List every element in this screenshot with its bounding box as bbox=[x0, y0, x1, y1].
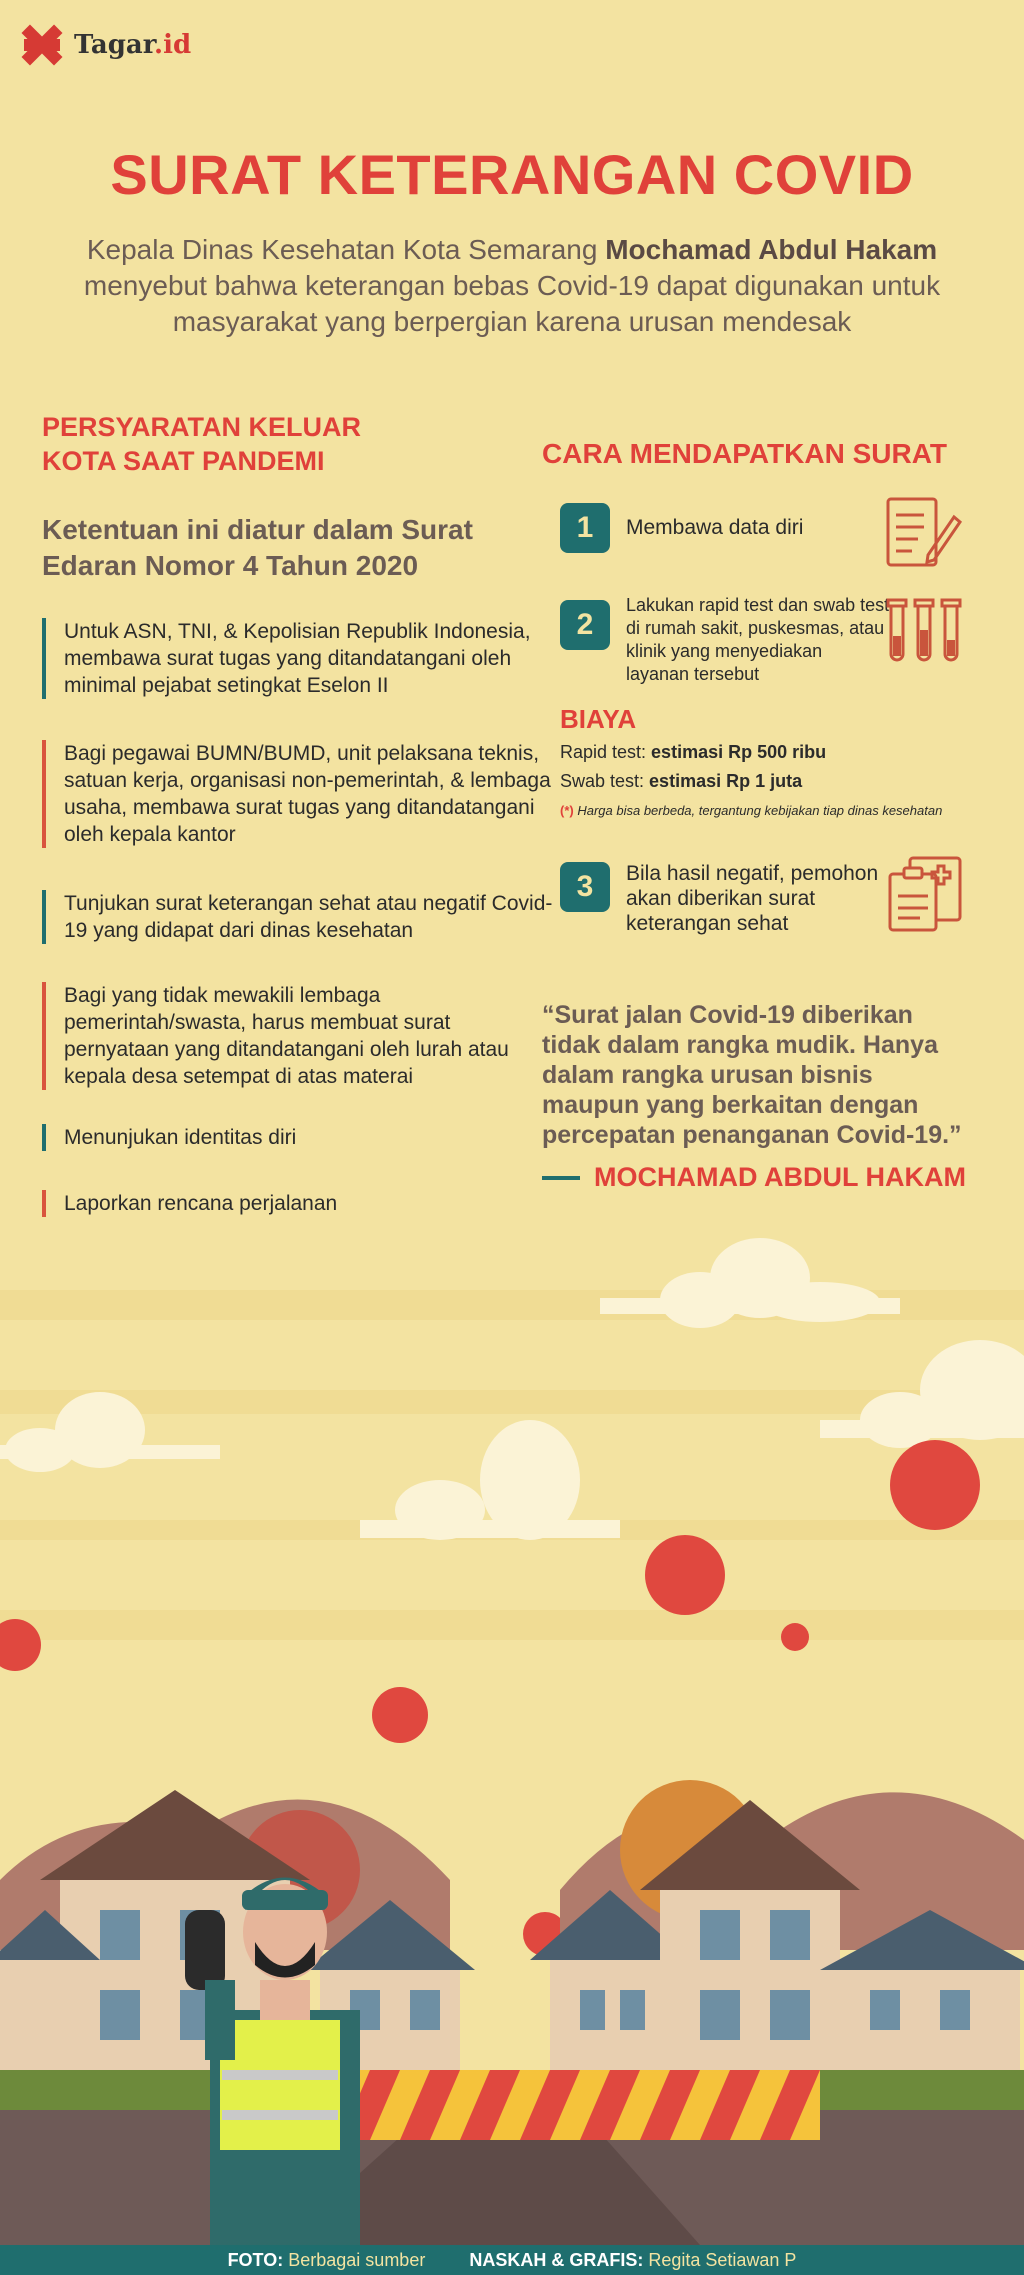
requirement-item: Bagi pegawai BUMN/BUMD, unit pelaksana teknis, satuan kerja, organisasi non-pemerintah, & lembaga usaha, membawa surat tugas yang ditandatangani oleh kepala kantor bbox=[42, 740, 554, 848]
quote-dash bbox=[542, 1176, 580, 1180]
step-number: 3 bbox=[560, 862, 610, 912]
requirement-item: Tunjukan surat keterangan sehat atau negatif Covid-19 yang didapat dari dinas kesehatan bbox=[42, 890, 554, 944]
cost-note: (*) Harga bisa berbeda, tergantung kebijakan tiap dinas kesehatan bbox=[560, 803, 943, 818]
road-barrier bbox=[340, 2070, 820, 2140]
intro-paragraph bbox=[60, 232, 964, 340]
quote-author bbox=[542, 1162, 966, 1193]
credit-text-graphics: NASKAH & GRAFIS: Regita Setiawan P bbox=[469, 2249, 797, 2270]
requirement-item: Bagi yang tidak mewakili lembaga pemerintah/swasta, harus membuat surat pernyataan yang ditandatangani oleh lurah atau kepala desa setempat di atas materai bbox=[42, 982, 554, 1090]
step-number: 2 bbox=[560, 600, 610, 650]
cost-swab: Swab test: estimasi Rp 1 juta bbox=[560, 771, 803, 791]
intro-pre: Kepala Dinas Kesehatan Kota Semarang bbox=[86, 234, 606, 265]
clouds bbox=[0, 1238, 1024, 1540]
quote-text: “Surat jalan Covid-19 diberikan tidak dalam rangka mudik. Hanya dalam rangka urusan bisnis maupun yang berkaitan dengan percepatan penanganan Covid-19.” bbox=[542, 1001, 962, 1149]
document-pen-icon bbox=[884, 495, 964, 573]
test-tubes-icon bbox=[884, 596, 964, 670]
illustration-scene bbox=[0, 1190, 1024, 2245]
medical-certificate-icon bbox=[886, 852, 966, 934]
requirements-subheading: Ketentuan ini diatur dalam Surat Edaran Nomor 4 Tahun 2020 bbox=[42, 514, 473, 581]
requirement-item: Laporkan rencana perjalanan bbox=[42, 1190, 554, 1217]
intro-post: menyebut bahwa keterangan bebas Covid-19 dapat digunakan untuk masyarakat yang berpergian karena urusan mendesak bbox=[83, 270, 941, 337]
step-text: Lakukan rapid test dan swab test di rumah sakit, puskesmas, atau klinik yang menyediakan layanan tersebut bbox=[626, 595, 890, 684]
quote-author-name: MOCHAMAD ABDUL HAKAM bbox=[594, 1162, 966, 1192]
credits-footer bbox=[0, 2245, 1024, 2275]
page-title: SURAT KETERANGAN COVID bbox=[110, 143, 914, 206]
step-number: 1 bbox=[560, 503, 610, 553]
step-text: Bila hasil negatif, pemohon akan diberikan surat keterangan sehat bbox=[626, 862, 879, 935]
credit-photo: FOTO: Berbagai sumber bbox=[227, 2249, 426, 2270]
requirement-item: Untuk ASN, TNI, & Kepolisian Republik Indonesia, membawa surat tugas yang ditandatangani oleh minimal pejabat setingkat Eselon II bbox=[42, 618, 554, 699]
cost-heading: BIAYA bbox=[560, 704, 637, 734]
intro-bold-name: Mochamad Abdul Hakam bbox=[605, 234, 938, 265]
requirements-heading-line2: KOTA SAAT PANDEMI bbox=[42, 446, 325, 476]
logo bbox=[18, 22, 191, 68]
cost-rapid: Rapid test: estimasi Rp 500 ribu bbox=[560, 742, 827, 762]
brand-name: Tagar.id bbox=[74, 30, 192, 60]
steps-heading: CARA MENDAPATKAN SURAT bbox=[542, 438, 947, 469]
step-text: Membawa data diri bbox=[626, 516, 804, 539]
tagar-cross-icon bbox=[18, 22, 66, 68]
requirement-item: Menunjukan identitas diri bbox=[42, 1124, 554, 1151]
requirements-heading-line1: PERSYARATAN KELUAR bbox=[42, 412, 362, 442]
requirements-heading bbox=[42, 410, 482, 478]
